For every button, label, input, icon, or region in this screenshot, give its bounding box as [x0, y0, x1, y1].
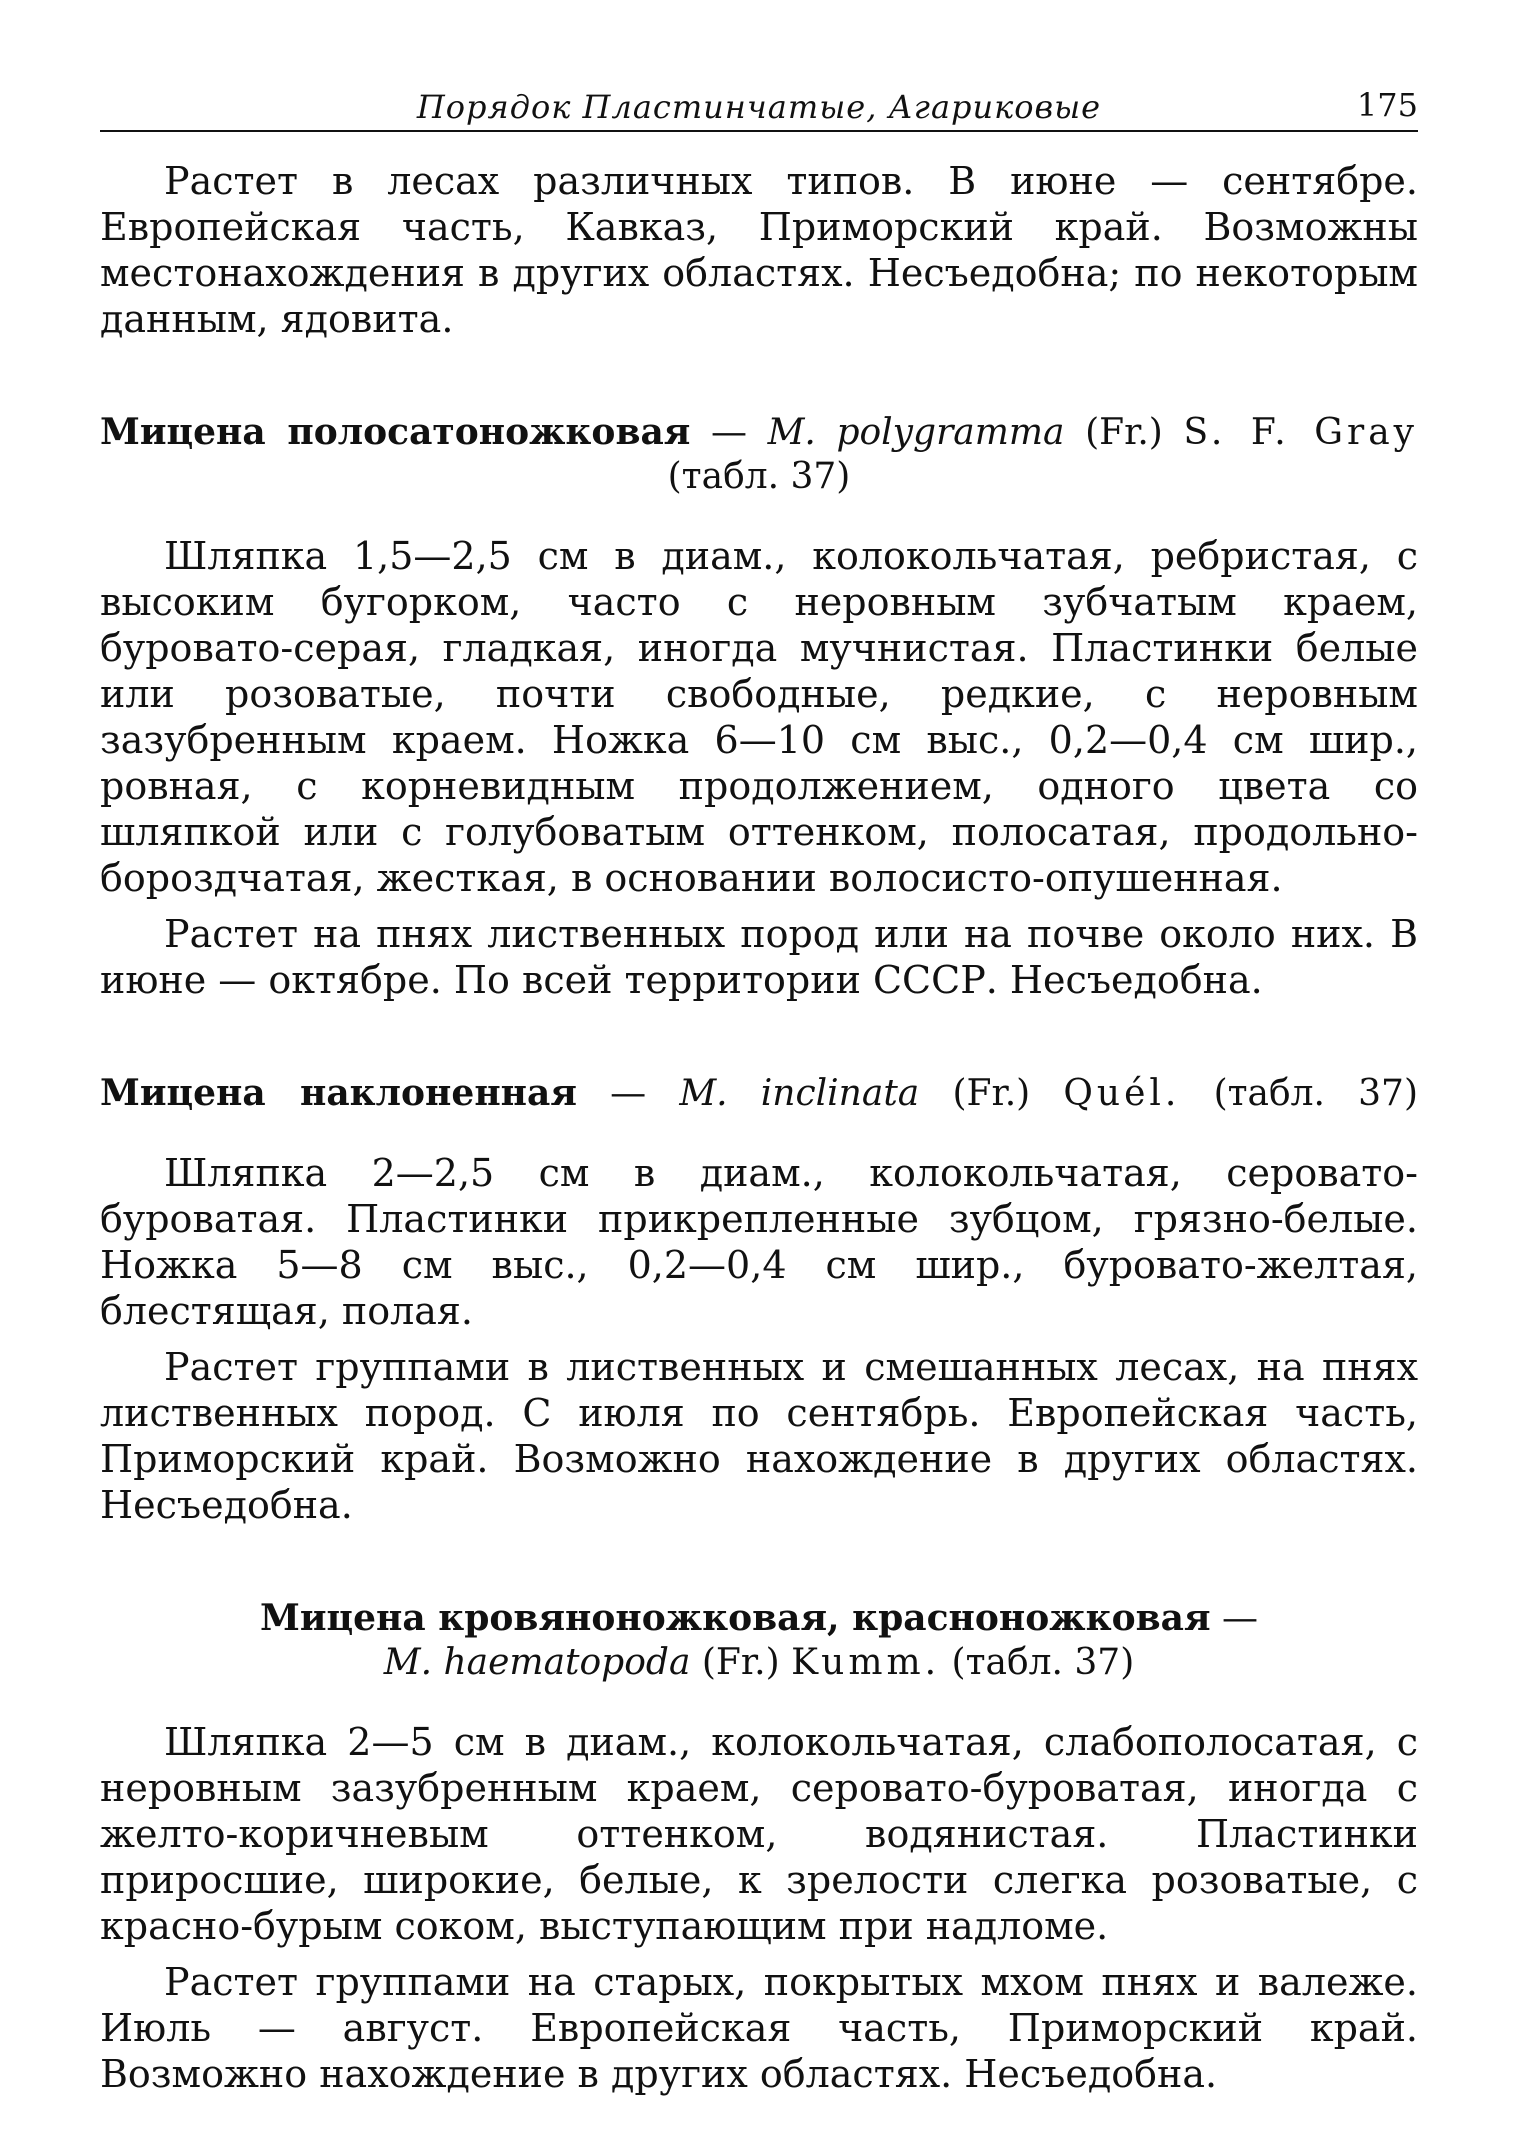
species-description: Шляпка 1,5—2,5 см в диам., колокольчатая, ребристая, с высоким бугорком, часто с неровным зубчатым краем, буровато-серая, гладкая, иногда мучнистая. Пластинки белые или розоватые, почти свободные, редкие, с неровным зазубренным краем. Ножка 6—10 см выс., 0,2—0,4 см шир., ровная, с корневидным продолжением, одного цвета со шляпкой или с голубоватым оттенком, полосатая, продольно-бороздчатая, жесткая, в основании волосисто-опушенная.	[100, 534, 1418, 900]
species-author-paren: (Fr.)	[1085, 412, 1163, 453]
book-page	[100, 80, 1418, 2097]
page-number: 175	[1356, 86, 1418, 124]
species-table-ref: (табл. 37)	[1213, 1073, 1419, 1114]
species-heading-line	[100, 1596, 1418, 1641]
species-russian-name: Мицена кровяноножковая, красноножковая	[259, 1597, 1211, 1639]
species-heading-haematopoda	[100, 1596, 1418, 1685]
species-author: Kumm.	[791, 1642, 941, 1683]
species-table-ref: (табл. 37)	[951, 1642, 1135, 1683]
species-latin-name: M. inclinata	[679, 1073, 920, 1114]
species-description: Шляпка 2—2,5 см в диам., колокольчатая, серовато-буроватая. Пластинки прикрепленные зубцом, грязно-белые. Ножка 5—8 см выс., 0,2—0,4 см шир., буровато-желтая, блестящая, полая.	[100, 1151, 1418, 1333]
species-table-ref: (табл. 37)	[667, 456, 851, 497]
species-heading-line	[100, 1071, 1418, 1116]
species-heading-inclinata	[100, 1071, 1418, 1116]
species-dash: —	[610, 1073, 647, 1114]
species-description: Шляпка 2—5 см в диам., колокольчатая, слабополосатая, с неровным зазубренным краем, серовато-буроватая, иногда с желто-коричневым оттенком, водянистая. Пластинки приросшие, широкие, белые, к зрелости слегка розоватые, с красно-бурым соком, выступающим при надломе.	[100, 1720, 1418, 1948]
species-dash: —	[710, 412, 747, 453]
running-head	[100, 80, 1418, 132]
species-heading-line	[100, 1641, 1418, 1685]
species-latin-name: M. haematopoda	[383, 1642, 691, 1683]
species-habitat: Растет на пнях лиственных пород или на почве около них. В июне — октябре. По всей территории СССР. Несъедобна.	[100, 912, 1418, 1002]
species-author: S. F. Gray	[1183, 412, 1419, 453]
species-russian-name: Мицена полосатоножковая	[100, 411, 691, 453]
species-author: Quél.	[1063, 1073, 1181, 1114]
running-title: Порядок Пластинчатые, Агариковые	[416, 88, 1102, 126]
species-author-paren: (Fr.)	[952, 1073, 1031, 1114]
species-heading-polygramma	[100, 410, 1418, 499]
species-habitat: Растет группами в лиственных и смешанных лесах, на пнях лиственных пород. С июля по сентябрь. Европейская часть, Приморский край. Возможно нахождение в других областях. Несъедобна.	[100, 1345, 1418, 1527]
species-russian-name: Мицена наклоненная	[100, 1072, 577, 1114]
species-author-paren: (Fr.)	[701, 1642, 780, 1683]
species-latin-name: M. polygramma	[767, 412, 1065, 453]
species-habitat: Растет группами на старых, покрытых мхом пнях и валеже. Июль — август. Европейская часть, Приморский край. Возможно нахождение в других областях. Несъедобна.	[100, 1960, 1418, 2096]
intro-paragraph: Растет в лесах различных типов. В июне — сентябре. Европейская часть, Кавказ, Приморский край. Возможны местонахождения в других областях. Несъедобна; по некоторым данным, ядовита.	[100, 159, 1418, 341]
species-heading-line	[100, 410, 1418, 455]
species-dash: —	[1222, 1598, 1259, 1639]
